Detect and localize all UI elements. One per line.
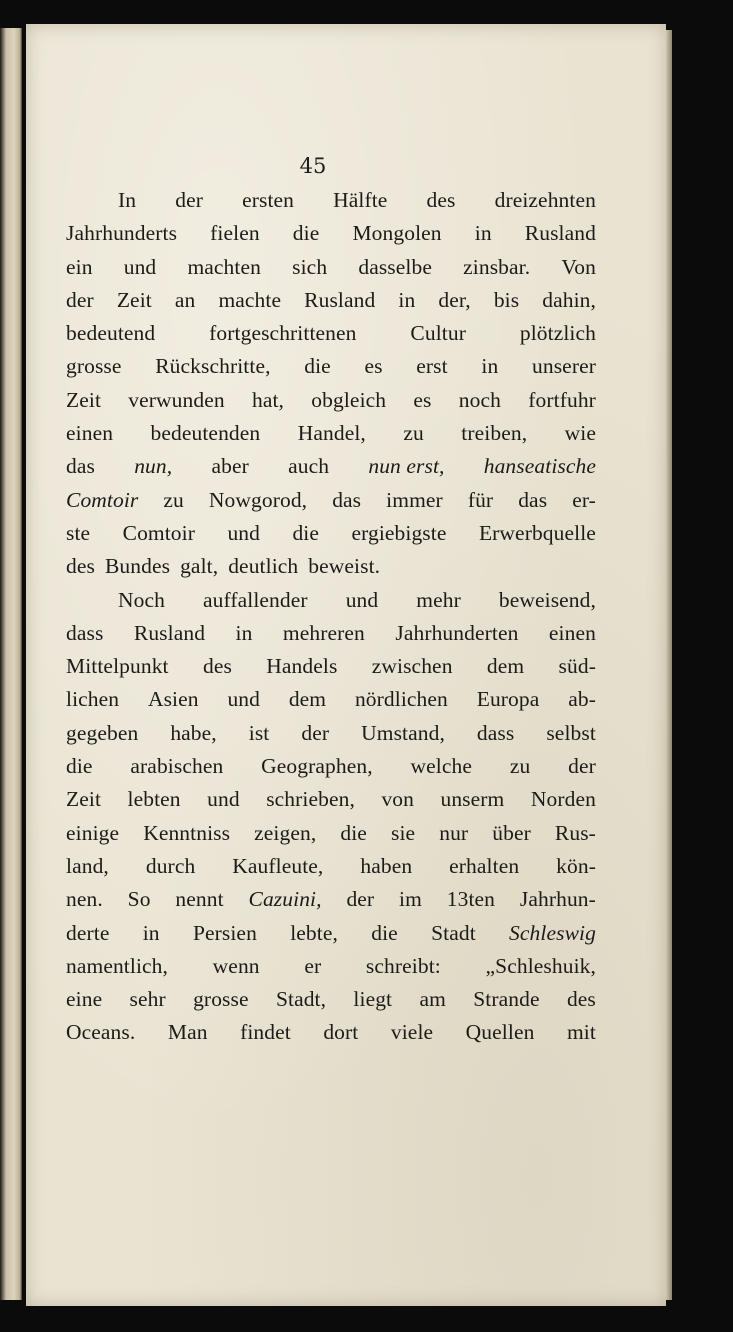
word: ste — [66, 520, 91, 545]
word: nen. — [66, 887, 103, 912]
word: des — [426, 188, 456, 212]
word: aber — [211, 454, 249, 479]
word: und — [345, 587, 379, 612]
text-line — [66, 717, 596, 750]
text-line — [66, 650, 596, 683]
text-line — [66, 1016, 596, 1049]
word: obgleich — [311, 387, 387, 412]
word: derte — [66, 920, 110, 945]
word: Stadt — [431, 920, 476, 945]
text-line — [66, 983, 596, 1016]
word: zu — [403, 421, 424, 446]
word: zinsbar. — [463, 254, 531, 279]
word: dahin, — [542, 287, 596, 312]
word: Cazuini, — [248, 887, 322, 912]
text-line — [66, 417, 596, 450]
text-line — [66, 384, 596, 417]
word: im — [399, 887, 422, 912]
word: dass — [66, 620, 104, 645]
word: grosse — [66, 354, 122, 379]
word: nördlichen — [354, 687, 448, 712]
word: der — [568, 754, 596, 779]
word: immer — [386, 487, 443, 512]
adjacent-page-edge — [0, 28, 22, 1300]
text-line — [66, 883, 596, 916]
word: Comtoir — [66, 487, 139, 512]
word: „Schleshuik, — [485, 953, 596, 978]
word: land, — [66, 853, 109, 878]
word: es — [413, 387, 432, 412]
word: Stadt, — [275, 987, 327, 1012]
word: Quellen — [465, 1020, 535, 1045]
word: erst — [416, 354, 448, 379]
word: Oceans. — [66, 1020, 136, 1045]
word: Rückschritte, — [155, 354, 271, 379]
word: So — [127, 887, 151, 912]
word: dem — [486, 654, 525, 679]
word: an — [174, 287, 196, 312]
text-line — [66, 683, 596, 716]
word: dasselbe — [358, 254, 432, 279]
word: selbst — [546, 720, 596, 745]
word: bedeutend — [66, 321, 156, 346]
word: Rusland — [304, 287, 376, 312]
word: unserm — [440, 787, 505, 812]
word: plötzlich — [519, 321, 596, 346]
word: 13ten — [446, 887, 496, 912]
word: Noch — [118, 587, 165, 612]
text-line — [66, 484, 596, 517]
word: Zeit — [116, 287, 152, 312]
word: dem — [288, 687, 327, 712]
word: Comtoir — [122, 520, 195, 545]
body-text — [66, 184, 596, 1050]
word: Persien — [192, 920, 257, 945]
word: erhalten — [449, 853, 520, 878]
word: Mittelpunkt — [66, 654, 169, 679]
word: Mongolen — [352, 221, 442, 246]
text-line — [66, 217, 596, 250]
word: galt, — [180, 554, 219, 579]
word: des — [66, 554, 95, 579]
word: treiben, — [461, 421, 528, 446]
word: Jahrhunderten — [395, 620, 519, 645]
word: das — [332, 487, 362, 512]
text-line — [66, 251, 596, 284]
word: namentlich, — [66, 953, 168, 978]
word: die — [371, 920, 398, 945]
word: fortfuhr — [528, 387, 596, 412]
word: bis — [493, 287, 520, 312]
word: Bundes — [104, 554, 171, 579]
text-line — [66, 950, 596, 983]
text-line — [66, 517, 596, 550]
word: beweist. — [308, 554, 381, 579]
word: über — [492, 820, 531, 845]
word: Handel, — [297, 421, 366, 446]
word: am — [419, 987, 446, 1012]
word: der — [301, 720, 330, 745]
text-line — [66, 917, 596, 950]
word: sehr — [129, 987, 166, 1012]
word: die — [292, 221, 320, 246]
word: zu — [163, 487, 184, 512]
word: Europa — [476, 687, 540, 712]
word: auch — [288, 454, 330, 479]
word: nun, — [134, 454, 173, 479]
word: hat, — [251, 387, 285, 412]
word: zu — [509, 754, 531, 779]
word: für — [467, 487, 494, 512]
word: Jahrhun- — [519, 887, 596, 912]
word: er — [304, 953, 322, 978]
word: das — [518, 487, 548, 512]
word: sich — [292, 254, 328, 279]
word: Man — [167, 1020, 208, 1045]
word: verwunden — [128, 387, 225, 412]
text-line — [66, 317, 596, 350]
word: viele — [390, 1020, 434, 1045]
word: schreibt: — [365, 953, 441, 978]
word: auffallender — [203, 587, 308, 612]
word: Jahrhunderts — [66, 221, 178, 246]
word: sie — [391, 820, 416, 845]
word: der — [66, 287, 94, 312]
page-number: 45 — [299, 154, 327, 178]
word: ergiebigste — [351, 520, 447, 545]
word: der, — [438, 287, 471, 312]
word: Erwerbquelle — [478, 520, 596, 545]
word: mehreren — [282, 620, 365, 645]
word: haben — [360, 853, 413, 878]
word: Norden — [530, 787, 596, 812]
text-line — [66, 850, 596, 883]
word: wenn — [212, 953, 260, 978]
word: von — [381, 787, 414, 812]
word: mehr — [416, 587, 461, 612]
word: Rus- — [554, 820, 596, 845]
page-right-edge — [666, 30, 672, 1300]
word: noch — [458, 387, 501, 412]
word: ist — [248, 720, 270, 745]
word: in — [142, 920, 160, 945]
word: und — [227, 687, 260, 712]
word: süd- — [558, 654, 596, 679]
word: Schleswig — [509, 920, 596, 945]
word: findet — [240, 1020, 291, 1045]
word: und — [207, 787, 240, 812]
word: lebten — [127, 787, 181, 812]
text-line — [66, 817, 596, 850]
word: machten — [187, 254, 261, 279]
word: Handels — [266, 654, 338, 679]
word: deutlich — [228, 554, 299, 579]
word: arabischen — [130, 754, 224, 779]
word: es — [364, 354, 383, 379]
word: lichen — [66, 687, 120, 712]
text-line — [66, 584, 596, 617]
word: fielen — [210, 221, 260, 246]
word: in — [398, 287, 416, 312]
word: die — [304, 354, 331, 379]
word: eine — [66, 987, 103, 1012]
word: dort — [323, 1020, 359, 1045]
word: schrieben, — [266, 787, 355, 812]
word: Von — [561, 254, 596, 279]
word: Umstand, — [361, 720, 445, 745]
word: Geographen, — [261, 754, 373, 779]
word: nun erst, — [368, 454, 445, 479]
word: lebte, — [290, 920, 338, 945]
word: Kaufleute, — [232, 853, 324, 878]
word: nennt — [175, 887, 224, 912]
word: durch — [145, 853, 196, 878]
word: unserer — [532, 354, 596, 379]
word: einen — [548, 620, 596, 645]
text-line — [66, 550, 596, 583]
word: gegeben — [66, 720, 139, 745]
word: beweisend, — [498, 587, 596, 612]
book-page — [26, 24, 666, 1306]
word: Zeit — [66, 787, 102, 812]
word: grosse — [193, 987, 249, 1012]
word: hanseatische — [483, 454, 596, 479]
word: der — [346, 887, 375, 912]
word: wie — [564, 421, 596, 446]
word: Kenntniss — [143, 820, 231, 845]
word: dreizehnten — [494, 188, 596, 212]
word: fortgeschrittenen — [209, 321, 357, 346]
word: kön- — [556, 853, 596, 878]
word: liegt — [353, 987, 393, 1012]
word: zeigen, — [254, 820, 317, 845]
word: und — [227, 520, 260, 545]
text-line — [66, 184, 596, 217]
word: dass — [476, 720, 515, 745]
word: des — [202, 654, 232, 679]
word: in — [481, 354, 499, 379]
text-line — [66, 783, 596, 816]
word: die — [66, 754, 93, 779]
text-line — [66, 750, 596, 783]
word: mit — [566, 1020, 596, 1045]
word: nur — [439, 820, 469, 845]
word: das — [66, 454, 95, 479]
word: Rusland — [524, 221, 596, 246]
word: in — [235, 620, 253, 645]
word: die — [292, 520, 320, 545]
word: einen — [66, 421, 114, 446]
word: einige — [66, 820, 120, 845]
word: Cultur — [410, 321, 466, 346]
word: Nowgorod, — [208, 487, 308, 512]
text-line — [66, 284, 596, 317]
word: In — [118, 188, 137, 212]
word: und — [123, 254, 157, 279]
text-line — [66, 450, 596, 483]
word: welche — [410, 754, 473, 779]
word: ab- — [568, 687, 596, 712]
word: zwischen — [371, 654, 453, 679]
text-line — [66, 617, 596, 650]
word: in — [474, 221, 492, 246]
word: die — [340, 820, 367, 845]
text-line — [66, 350, 596, 383]
word: ersten — [242, 188, 295, 212]
word: Asien — [147, 687, 199, 712]
word: Rusland — [133, 620, 206, 645]
word: bedeutenden — [150, 421, 261, 446]
word: er- — [572, 487, 596, 512]
word: der — [175, 188, 203, 212]
word: habe, — [170, 720, 217, 745]
word: Hälfte — [333, 188, 388, 212]
word: machte — [218, 287, 282, 312]
word: des — [566, 987, 596, 1012]
word: Zeit — [66, 387, 102, 412]
word: ein — [66, 254, 93, 279]
word: Strande — [473, 987, 540, 1012]
